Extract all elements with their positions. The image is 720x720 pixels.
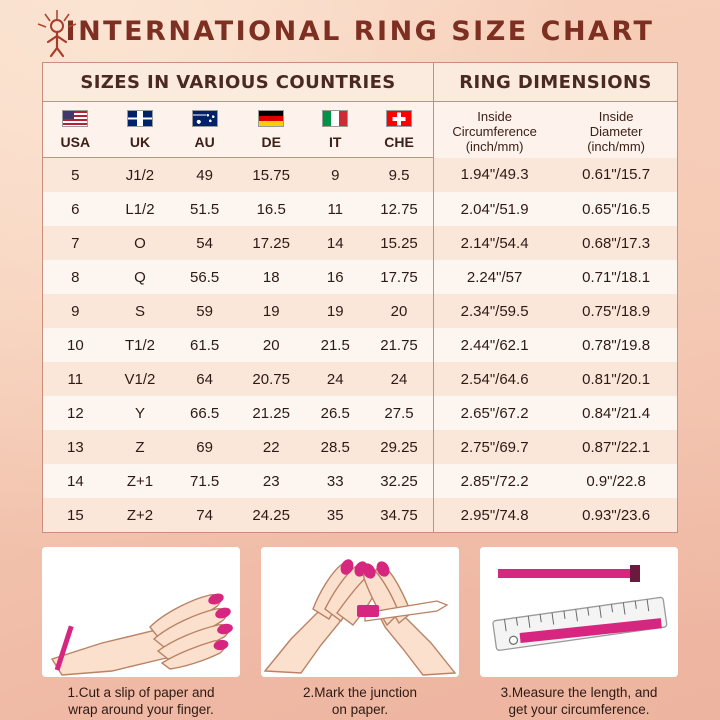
cell-diameter: 0.65"/16.5 <box>555 192 677 226</box>
cell-che: 27.5 <box>365 396 433 430</box>
cell-it: 24 <box>305 362 365 396</box>
table-row <box>43 396 677 430</box>
cell-circumference: 2.54"/64.6 <box>434 362 556 396</box>
flag-cell-che <box>365 102 433 132</box>
cell-usa: 10 <box>43 328 108 362</box>
cell-uk: Z+2 <box>108 498 173 532</box>
instruction-step-3 <box>480 547 678 719</box>
cell-au: 74 <box>172 498 237 532</box>
cell-circumference: 2.65"/67.2 <box>434 396 556 430</box>
step-3-caption-line2: get your circumference. <box>508 701 650 717</box>
cell-usa: 15 <box>43 498 108 532</box>
cell-che: 12.75 <box>365 192 433 226</box>
column-header-it: IT <box>305 131 365 158</box>
diameter-line2: Diameter <box>589 123 643 139</box>
cell-uk: L1/2 <box>108 192 173 226</box>
cell-usa: 6 <box>43 192 108 226</box>
cell-au: 61.5 <box>172 328 237 362</box>
table-row <box>43 192 677 226</box>
cell-de: 22 <box>237 430 305 464</box>
cell-au: 54 <box>172 226 237 260</box>
cell-usa: 11 <box>43 362 108 396</box>
flag-cell-au <box>172 102 237 132</box>
cell-diameter: 0.81"/20.1 <box>555 362 677 396</box>
step-2-caption <box>261 685 459 719</box>
table-group-header-row <box>43 63 677 102</box>
cell-uk: T1/2 <box>108 328 173 362</box>
column-header-au: AU <box>172 131 237 158</box>
cell-che: 32.25 <box>365 464 433 498</box>
table-row <box>43 362 677 396</box>
cell-usa: 9 <box>43 294 108 328</box>
cell-che: 29.25 <box>365 430 433 464</box>
cell-it: 16 <box>305 260 365 294</box>
cell-de: 21.25 <box>237 396 305 430</box>
cell-uk: J1/2 <box>108 158 173 193</box>
cell-usa: 5 <box>43 158 108 193</box>
table-row <box>43 328 677 362</box>
cell-de: 23 <box>237 464 305 498</box>
cell-circumference: 2.85"/72.2 <box>434 464 556 498</box>
cell-che: 9.5 <box>365 158 433 193</box>
cell-de: 15.75 <box>237 158 305 193</box>
page-title: INTERNATIONAL RING SIZE CHART <box>65 15 655 47</box>
cell-usa: 13 <box>43 430 108 464</box>
instruction-step-2 <box>261 547 459 719</box>
size-chart-table <box>42 62 678 533</box>
cell-au: 56.5 <box>172 260 237 294</box>
column-header-che: CHE <box>365 131 433 158</box>
cell-circumference: 2.24"/57 <box>434 260 556 294</box>
ruler-measuring-strip-icon <box>480 547 678 677</box>
table-row <box>43 226 677 260</box>
cell-diameter: 0.93"/23.6 <box>555 498 677 532</box>
cell-it: 9 <box>305 158 365 193</box>
cell-diameter: 0.87"/22.1 <box>555 430 677 464</box>
cell-uk: Z+1 <box>108 464 173 498</box>
cell-che: 24 <box>365 362 433 396</box>
cell-diameter: 0.9"/22.8 <box>555 464 677 498</box>
step-2-caption-line1: 2.Mark the junction <box>302 685 418 700</box>
cell-au: 71.5 <box>172 464 237 498</box>
step-1-caption-line2: wrap around your finger. <box>68 701 214 717</box>
cell-uk: Q <box>108 260 173 294</box>
flag-switzerland-icon <box>386 110 412 127</box>
cell-circumference: 1.94"/49.3 <box>434 158 556 193</box>
flag-usa-icon <box>62 110 88 127</box>
circumference-line1: Inside <box>477 108 512 124</box>
column-header-de: DE <box>237 131 305 158</box>
cell-au: 51.5 <box>172 192 237 226</box>
table-row <box>43 260 677 294</box>
step-3-caption-line1: 3.Measure the length, and <box>500 685 658 700</box>
cell-usa: 14 <box>43 464 108 498</box>
table-row <box>43 464 677 498</box>
cell-circumference: 2.34"/59.5 <box>434 294 556 328</box>
cell-diameter: 0.68"/17.3 <box>555 226 677 260</box>
circumference-line2: Circumference <box>452 123 537 139</box>
title-row <box>0 0 720 62</box>
cell-diameter: 0.71"/18.1 <box>555 260 677 294</box>
cell-usa: 12 <box>43 396 108 430</box>
instruction-step-1 <box>42 547 240 719</box>
instruction-steps <box>42 547 678 719</box>
cell-au: 64 <box>172 362 237 396</box>
cell-usa: 8 <box>43 260 108 294</box>
flag-germany-icon <box>258 110 284 127</box>
cell-diameter: 0.84"/21.4 <box>555 396 677 430</box>
cell-it: 11 <box>305 192 365 226</box>
diameter-line1: Inside <box>598 108 634 124</box>
hand-with-paper-strip-icon <box>42 547 240 677</box>
header-inside-diameter <box>555 102 677 158</box>
cell-it: 28.5 <box>305 430 365 464</box>
cell-de: 17.25 <box>237 226 305 260</box>
header-inside-circumference <box>434 102 556 158</box>
cell-diameter: 0.61"/15.7 <box>555 158 677 193</box>
table-row <box>43 294 677 328</box>
cell-diameter: 0.78"/19.8 <box>555 328 677 362</box>
step-1-caption-line1: 1.Cut a slip of paper and <box>67 685 215 700</box>
flag-cell-it <box>305 102 365 132</box>
table-flag-row <box>43 102 677 132</box>
cell-uk: Y <box>108 396 173 430</box>
cell-de: 16.5 <box>237 192 305 226</box>
cell-che: 15.25 <box>365 226 433 260</box>
cell-circumference: 2.44"/62.1 <box>434 328 556 362</box>
cell-au: 66.5 <box>172 396 237 430</box>
cell-it: 14 <box>305 226 365 260</box>
cell-de: 19 <box>237 294 305 328</box>
cell-circumference: 2.95"/74.8 <box>434 498 556 532</box>
flag-cell-de <box>237 102 305 132</box>
column-header-uk: UK <box>108 131 173 158</box>
cell-au: 49 <box>172 158 237 193</box>
hand-marking-junction-icon <box>261 547 459 677</box>
flag-australia-icon <box>192 110 218 127</box>
step-2-caption-line2: on paper. <box>331 701 389 717</box>
header-sizes-countries: SIZES IN VARIOUS COUNTRIES <box>43 63 434 102</box>
table-row <box>43 158 677 193</box>
cell-au: 69 <box>172 430 237 464</box>
circumference-line3: (inch/mm) <box>465 138 524 154</box>
cell-it: 21.5 <box>305 328 365 362</box>
cell-che: 20 <box>365 294 433 328</box>
flag-cell-uk <box>108 102 173 132</box>
cell-uk: O <box>108 226 173 260</box>
column-header-usa: USA <box>43 131 108 158</box>
diameter-line3: (inch/mm) <box>587 138 645 154</box>
step-3-caption <box>480 685 678 719</box>
header-ring-dimensions: RING DIMENSIONS <box>434 63 678 102</box>
cell-uk: S <box>108 294 173 328</box>
cell-uk: V1/2 <box>108 362 173 396</box>
cell-diameter: 0.75"/18.9 <box>555 294 677 328</box>
cell-uk: Z <box>108 430 173 464</box>
cell-de: 20 <box>237 328 305 362</box>
jewelry-brand-logo-icon <box>28 8 86 58</box>
cell-circumference: 2.04"/51.9 <box>434 192 556 226</box>
cell-de: 20.75 <box>237 362 305 396</box>
cell-circumference: 2.14"/54.4 <box>434 226 556 260</box>
step-1-caption <box>42 685 240 719</box>
cell-de: 24.25 <box>237 498 305 532</box>
cell-che: 34.75 <box>365 498 433 532</box>
cell-circumference: 2.75"/69.7 <box>434 430 556 464</box>
cell-it: 26.5 <box>305 396 365 430</box>
cell-it: 19 <box>305 294 365 328</box>
cell-it: 35 <box>305 498 365 532</box>
cell-it: 33 <box>305 464 365 498</box>
cell-che: 17.75 <box>365 260 433 294</box>
table-row <box>43 430 677 464</box>
flag-italy-icon <box>322 110 348 127</box>
cell-au: 59 <box>172 294 237 328</box>
table-body <box>43 158 677 533</box>
flag-uk-icon <box>127 110 153 127</box>
table-row <box>43 498 677 532</box>
cell-usa: 7 <box>43 226 108 260</box>
cell-de: 18 <box>237 260 305 294</box>
cell-che: 21.75 <box>365 328 433 362</box>
flag-cell-usa <box>43 102 108 132</box>
